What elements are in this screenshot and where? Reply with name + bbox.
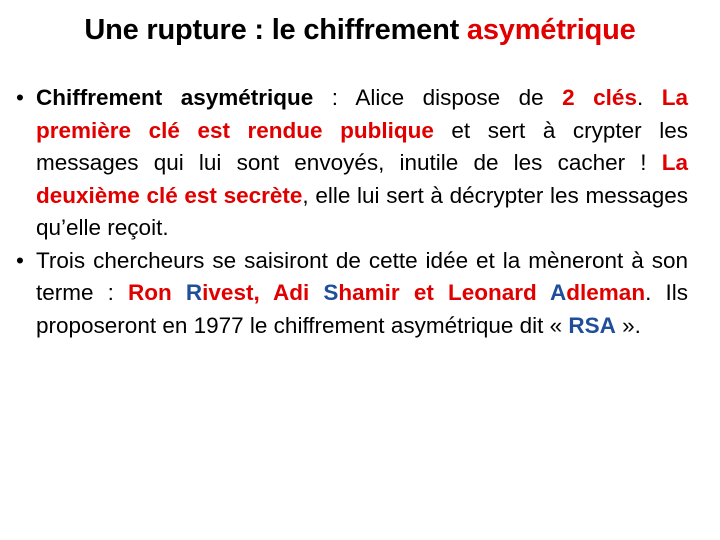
bullet-icon: •: [16, 247, 24, 273]
text-segment: . Ils proposeront en 1977 le chiffrement asymétrique dit «: [36, 280, 688, 338]
text-segment: : Alice dispose de: [313, 85, 563, 110]
name-ron: Ron: [128, 280, 186, 305]
highlight-two-keys: 2 clés: [562, 85, 637, 110]
bullet-item-researchers: [16, 245, 688, 343]
initial-s: S: [323, 280, 339, 305]
term-asymmetric: Chiffrement asymétrique: [36, 85, 314, 110]
initial-r: R: [185, 280, 203, 305]
text-segment: .: [636, 85, 662, 110]
highlight-secret-key: La deuxième clé est secrète: [36, 150, 688, 208]
bullet-item-asymmetric: [16, 82, 688, 245]
name-rivest-adi: ivest, Adi: [202, 280, 324, 305]
text-segment: ».: [615, 312, 641, 338]
initial-a: A: [550, 280, 567, 305]
title-highlight: asymétrique: [466, 14, 636, 46]
highlight-rsa: RSA: [568, 312, 616, 338]
text-segment: et sert à crypter les messages qui lui sont envoyés, inutile de les cacher !: [36, 117, 688, 175]
text-segment: Trois chercheurs se saisiront de cette idée et la mèneront à son terme :: [36, 247, 688, 305]
slide-content: [16, 82, 688, 342]
name-adleman: dleman: [566, 280, 646, 305]
text-segment: , elle lui sert à décrypter les messages qu’elle reçoit.: [36, 182, 688, 240]
title-text: Une rupture : le chiffrement: [84, 14, 467, 46]
bullet-icon: •: [16, 85, 24, 110]
name-shamir-leonard: hamir et Leonard: [338, 280, 551, 305]
highlight-public-key: La première clé est rendue publique: [36, 85, 688, 143]
slide-title: [0, 14, 720, 47]
